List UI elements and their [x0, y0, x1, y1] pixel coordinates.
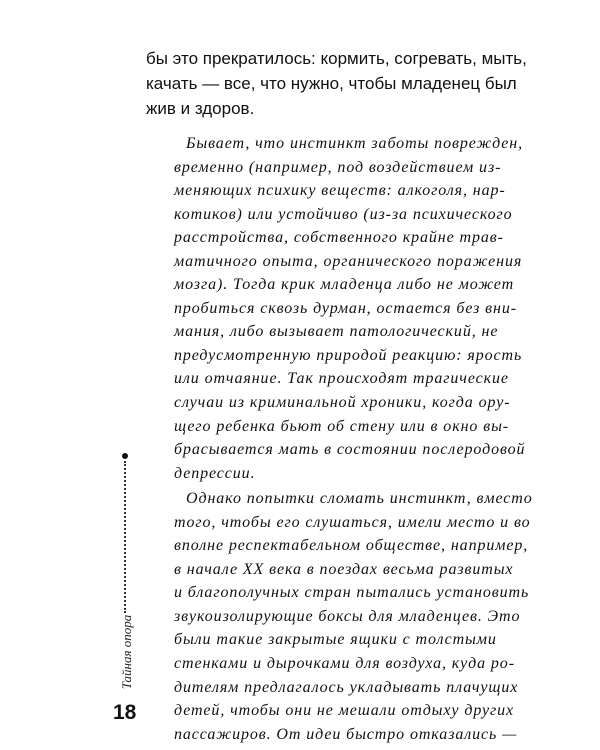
page-number: 18 — [113, 701, 137, 724]
quote-line: стенками и дырочками для воздуха, куда ро- — [174, 655, 515, 673]
quote-line: предусмотренную природой реакцию: ярость — [174, 346, 523, 364]
intro-line: бы это прекратилось: кормить, согревать, мыть, — [146, 49, 527, 68]
quote-line: в начале XX века в поездах весьма развитых — [174, 560, 514, 578]
quote-line: расстройства, собственного крайне трав- — [174, 229, 504, 247]
quote-line: пробиться сквозь дурман, остается без вни- — [174, 299, 517, 317]
quote-line: щего ребенка бьют об стену или в окно вы- — [174, 417, 510, 435]
quote-line: мозга). Тогда крик младенца либо не может — [174, 276, 515, 294]
quote-line: Бывает, что инстинкт заботы поврежден, — [186, 135, 524, 152]
quote-paragraph-1 — [174, 132, 526, 485]
quote-line: вполне респектабельном обществе, например, — [174, 537, 529, 555]
quote-line: меняющих психику веществ: алкоголя, нар- — [174, 182, 506, 200]
quote-line: дителям предлагалось укладывать плачущих — [174, 678, 519, 696]
quote-line: мания, либо вызывает патологический, не — [174, 323, 499, 341]
quote-line: пассажиров. От идеи быстро отказались — — [174, 725, 518, 743]
quote-line: депрессии. — [174, 464, 256, 482]
running-title: Тайная опора — [119, 614, 134, 690]
quote-paragraph-2 — [174, 487, 533, 746]
quote-line: матичного опыта, органического поражения — [174, 252, 523, 270]
quote-line: и благополучных стран пытались установить — [174, 584, 530, 602]
quote-line: случаи из криминальной хроники, когда ору- — [174, 394, 511, 412]
quote-line: звукоизолирующие боксы для младенцев. Это — [174, 607, 521, 625]
intro-paragraph — [146, 46, 526, 121]
quote-line: или отчаяние. Так происходят трагические — [174, 370, 509, 388]
sidebar-dotted-rule — [124, 461, 126, 613]
sidebar-bullet — [122, 453, 128, 459]
quote-line: были такие закрытые ящики с толстыми — [174, 631, 497, 649]
intro-line: качать — все, что нужно, чтобы младенец был — [146, 74, 517, 93]
quote-line: того, чтобы его слушаться, имели место и во — [174, 513, 531, 531]
quote-line: Однако попытки сломать инстинкт, вместо — [186, 490, 533, 508]
quote-line: котиков) или устойчиво (из-за психического — [174, 205, 513, 223]
quote-line: детей, чтобы они не мешали отдыху других — [174, 702, 515, 720]
italic-quote-block — [174, 132, 533, 746]
quote-line: брасывается мать в состоянии послеродовой — [174, 441, 526, 459]
quote-line: временно (например, под воздействием из- — [174, 158, 502, 176]
intro-line: жив и здоров. — [146, 99, 255, 118]
